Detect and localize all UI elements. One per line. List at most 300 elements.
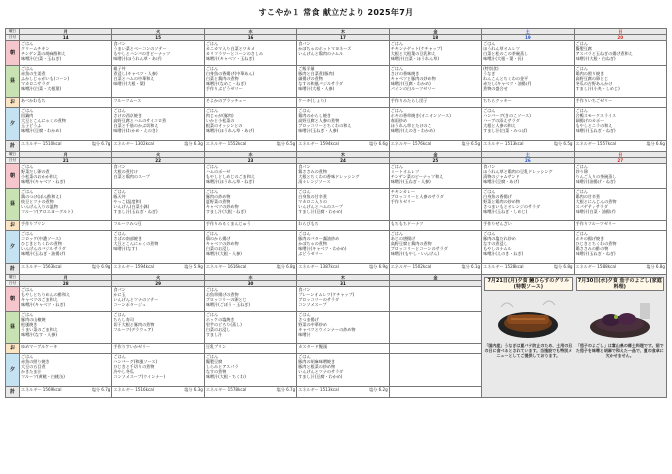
meal-row-oyatsu (6, 98, 667, 108)
row-label-hiru: 昼 (6, 312, 20, 344)
salt-value: 塩分 6.5g (276, 141, 296, 146)
nutrition-cell (389, 141, 481, 152)
menu-item: ブロッコリーと人参のサラダ (390, 194, 444, 199)
menu-cell (297, 344, 389, 354)
menu-item: 白菜と鶏肉の煮物 (205, 76, 239, 81)
menu-item: ごはん (483, 108, 496, 113)
menu-item: ちらし寿司 (113, 317, 134, 322)
menu-table (5, 28, 667, 398)
energy-value: エネルギー 1576kcal (390, 141, 432, 146)
menu-item: ごはん (205, 108, 219, 113)
menu-item: 白身魚の香揚げ (483, 194, 512, 199)
weekday-cell: 金 (389, 275, 481, 281)
menu-item: ハーブの添えサラダ (483, 118, 520, 123)
row-label-small: 日付 (6, 158, 20, 164)
menu-item: 豚肉のバター醤油炒め (298, 236, 340, 241)
menu-item: さばの南部焼き (113, 236, 143, 241)
date-cell: 22 (112, 158, 204, 164)
menu-item: 高野豆腐とハムのサイコロ煮 (113, 118, 167, 123)
menu-cell (112, 189, 204, 221)
salt-value: 塩分 6.7g (91, 141, 111, 146)
date-cell: 17 (297, 35, 389, 41)
salt-value: 塩分 6.2g (369, 387, 388, 392)
nutrition-cell (20, 387, 112, 398)
menu-item: もやしとハンバの甘ピーナッツ (113, 51, 171, 56)
nutrition-values (576, 264, 665, 269)
menu-item: りんご入りの茶碗蒸し (575, 174, 617, 179)
menu-item: 春雨炒め (390, 118, 408, 123)
menu-cell (482, 108, 574, 141)
meal-row-yu (6, 231, 667, 264)
menu-item: かきたま汁 (21, 369, 42, 374)
salt-value: 塩分 6.5g (553, 141, 573, 146)
date-cell: 19 (482, 35, 574, 41)
menu-item: 細揚げの煮物 (298, 76, 323, 81)
menu-item: ごはん (113, 231, 126, 236)
menu-item: 大豆とこんにゃくの煮物 (113, 241, 159, 246)
energy-value: エネルギー 1563kcal (21, 264, 62, 269)
menu-item: 味噌汁(キャベツ・わかめ) (298, 246, 347, 251)
menu-cell (389, 189, 481, 221)
row-label-oyatsu: お (6, 344, 20, 354)
row-label-small: 曜日 (6, 152, 20, 158)
menu-item: 清物のジャムサンド (483, 174, 520, 179)
row-label-hiru: 昼 (6, 189, 20, 221)
menu-cell (20, 41, 112, 66)
menu-item: 白菜とハムの中華和え (113, 76, 155, 81)
nutrition-cell (112, 264, 204, 275)
menu-item: ごはん (298, 189, 311, 194)
salt-value: 塩分 6.8g (276, 264, 296, 269)
menu-item: 味噌汁(ほうれん草・あげ) (113, 56, 162, 61)
weekday-cell: 日 (574, 29, 666, 35)
menu-cell (112, 344, 204, 354)
date-cell: 21 (20, 158, 112, 164)
menu-item: 味噌汁(キャベツ・ねぎ) (21, 179, 66, 184)
energy-value: エネルギー 1528kcal (483, 264, 524, 269)
salt-value: 塩分 6.3g (184, 387, 203, 392)
menu-item: 味噌汁(なす・人参) (21, 332, 57, 337)
salt-value: 塩分 6.9g (369, 264, 388, 269)
meal-row-oyatsu (6, 221, 667, 231)
nutrition-values (113, 387, 202, 392)
menu-item: うまい菜とベーコンのソテー (113, 46, 167, 51)
menu-item: 松風焼き (21, 322, 38, 327)
menu-cell (389, 41, 481, 66)
menu-item: ほうれん草オムレツ (483, 46, 520, 51)
menu-item: あじの唐揚げ (390, 236, 416, 241)
menu-item: ブロッコリーとちくわの和え (298, 123, 352, 128)
menu-item: そよかのブラッチェー (205, 98, 247, 103)
menu-cell (112, 98, 204, 108)
menu-item: ごはん (205, 66, 219, 71)
menu-item: いんげんと鶏肉のナムル (298, 51, 344, 56)
menu-cell (389, 108, 481, 141)
nutrition-cell (574, 264, 666, 275)
menu-item: 冷やし冬瓜 (113, 369, 134, 374)
menu-item: ひじきとちくわの煮物 (21, 241, 62, 246)
menu-item: 食パン (113, 164, 126, 169)
date-cell: 20 (574, 35, 666, 41)
weekday-cell: 金 (389, 152, 481, 158)
nutrition-cell (482, 141, 574, 152)
nutrition-values (483, 264, 572, 269)
menu-item: ごはん (205, 41, 219, 46)
nutrition-cell (20, 141, 112, 152)
menu-item: すまし汁(小麦・しめじ) (575, 86, 620, 91)
menu-item: カスタード饅頭 (298, 344, 327, 349)
row-label-hiru: 昼 (6, 66, 20, 98)
special-card-title: 7月21日(月)夕食 鰻ひらすのグリル(特製ソース) (484, 277, 572, 291)
salt-value: 塩分 6.7g (91, 387, 111, 392)
nutrition-cell (204, 387, 296, 398)
menu-item: 味噌汁(大根・ちくわ) (205, 374, 246, 379)
menu-item: 味噌汁 (298, 332, 311, 337)
nutrition-values (206, 264, 295, 269)
menu-cell (574, 221, 666, 231)
energy-value: エネルギー 1557kcal (575, 141, 616, 146)
menu-item: チキンカレー (390, 189, 416, 194)
menu-item: フルーツみつ豆 (113, 221, 142, 226)
menu-cell (482, 231, 574, 264)
menu-item: 赤魚の照り焼き (21, 359, 50, 364)
menu-cell (112, 354, 204, 387)
date-cell: 16 (204, 35, 296, 41)
menu-item: 里芋のどろり(蒸し) (205, 322, 242, 327)
date-cell: 26 (482, 158, 574, 164)
nutrition-values (206, 141, 295, 146)
menu-item: 高野豆腐の卵とじ (575, 76, 609, 81)
energy-value: エネルギー 1552kcal (205, 141, 247, 146)
menu-item: 根菜のオッシンとの (205, 123, 243, 128)
menu-item: 味噌汁(白菜・油揚げ) (575, 209, 616, 214)
nutrition-cell (389, 264, 481, 275)
nutrition-cell (482, 264, 574, 275)
menu-item: キャベツと豚肉の炒め物 (390, 76, 436, 81)
menu-item: 回鍋肉 (21, 113, 34, 118)
menu-item: 味噌汁(なす) (113, 246, 138, 251)
menu-cell (20, 164, 112, 189)
menu-item: すまし汁(豆腐・わかめ) (298, 374, 343, 379)
menu-item: もやしとしめじのごま和え (205, 174, 255, 179)
menu-cell (482, 221, 574, 231)
menu-item: 手作りすいかゼリー (113, 344, 151, 349)
meal-row-yu (6, 108, 667, 141)
menu-item: カリフラワーとコーンのさしみ (205, 51, 264, 56)
weekday-cell: 水 (204, 152, 296, 158)
menu-cell (297, 41, 389, 66)
menu-item: 味噌汁(豆腐・あげ) (483, 179, 520, 184)
menu-item: ハンバーグ(きのこソース) (483, 113, 531, 118)
menu-cell (204, 98, 296, 108)
row-label-asa: 朝 (6, 287, 20, 312)
menu-item: 味噌汁(なめこ・ねぎ) (205, 81, 246, 86)
menu-cell (204, 189, 296, 221)
row-label-yu: 夕 (6, 231, 20, 264)
menu-item: ごはん (205, 164, 219, 169)
menu-item: キャベツの炒め物 (205, 241, 239, 246)
menu-item: ごはん (575, 66, 588, 71)
menu-item: 味噌汁(キャベツ・ねぎ) (21, 302, 66, 307)
menu-item: ごはん (390, 41, 403, 46)
nutrition-row (6, 141, 667, 152)
menu-item: ごはん (575, 189, 588, 194)
menu-item: すまし汁(玉ねぎ・ねぎ) (113, 209, 158, 214)
menu-cell (574, 231, 666, 264)
eggplant-dish-image (585, 293, 655, 341)
weekday-cell: 月 (20, 275, 112, 281)
nutrition-cell (389, 387, 481, 398)
menu-item: さけの西京焼き (113, 113, 143, 118)
menu-item: ぶどうゼリー (298, 251, 323, 256)
special-card (484, 277, 572, 358)
menu-cell (297, 354, 389, 387)
menu-cell (20, 189, 112, 221)
menu-item: 味噌汁(豆腐・わかめ) (390, 81, 431, 86)
meal-row-asa (6, 164, 667, 189)
menu-cell (297, 189, 389, 221)
menu-item: 大根と人参の和え (483, 123, 516, 128)
weekday-cell: 月 (20, 152, 112, 158)
weekday-cell: 木 (297, 275, 389, 281)
menu-item: 赤魚の生姜煮 (21, 71, 46, 76)
menu-item: 玉子どうふ (21, 123, 42, 128)
menu-cell (112, 66, 204, 98)
menu-item: 味噌汁(わかめ・えのき) (113, 128, 158, 133)
menu-item: ちちらクッキー (483, 98, 512, 103)
menu-cell (20, 66, 112, 98)
menu-item: 味噌汁(大根・人参) (298, 86, 335, 91)
menu-cell (482, 189, 574, 221)
salt-value: 塩分 6.1g (461, 264, 481, 269)
menu-item: フルーツ(デラウェア) (113, 327, 153, 332)
menu-item: 白菜と松のこの茶碗蒸し (483, 51, 529, 56)
menu-item: ごはん (575, 164, 588, 169)
menu-item: いんげん入りの温物 (21, 204, 58, 209)
menu-item: 味噌汁(えのき・ねぎ) (483, 251, 524, 256)
menu-item: 食パン (298, 41, 311, 46)
menu-item: アスパラと玉ねぎの揚げ煮和え (575, 51, 633, 56)
salt-value: 塩分 6.8g (553, 264, 573, 269)
row-label-oyatsu: お (6, 221, 20, 231)
menu-item: 手作りフルーツゼリー (575, 221, 617, 226)
menu-item: ごはん (390, 66, 403, 71)
nutrition-cell (297, 387, 389, 398)
menu-cell (389, 221, 481, 231)
menu-item: 鶏ささみの煮物 (298, 169, 327, 174)
menu-item: スパゲティサラダ (575, 204, 608, 209)
menu-item: 親子丼 (113, 66, 126, 71)
salt-value: 塩分 6.3g (184, 141, 203, 146)
menu-item: 味噌汁(もやし・いんげん) (390, 251, 439, 256)
menu-item: さつま揚げ (298, 317, 319, 322)
menu-item: キャベツとウインナーの炒め物 (298, 327, 356, 332)
menu-item: ごはん (21, 66, 34, 71)
menu-item: ごはん (113, 312, 126, 317)
menu-item: うなぎ (483, 71, 496, 76)
date-cell: 24 (297, 158, 389, 164)
menu-item: もちもちドーナツ (390, 221, 424, 226)
menu-cell (112, 41, 204, 66)
date-cell: 18 (389, 35, 481, 41)
row-label-asa: 朝 (6, 164, 20, 189)
menu-item: ごはん (390, 231, 403, 236)
menu-item: 清々レンジソース (298, 179, 331, 184)
menu-item: ミートオムレツ (390, 169, 420, 174)
menu-cell (297, 287, 389, 312)
row-label-small: 日付 (6, 281, 20, 287)
weekday-cell: 金 (389, 29, 481, 35)
menu-item: キャベツのごま和え (21, 297, 58, 302)
menu-item: すまし汁(白菜・みつば) (483, 128, 528, 133)
menu-item: 鶏肉のからし焼き (298, 113, 332, 118)
menu-item: ごはん (21, 41, 34, 46)
menu-item: ごはん (483, 41, 496, 46)
menu-item: ひじきと千切りの煮物 (113, 364, 155, 369)
weekday-cell: 月 (20, 29, 112, 35)
meal-row-asa (6, 41, 667, 66)
menu-cell (574, 41, 666, 66)
nutrition-cell (20, 264, 112, 275)
menu-item: 切干大根と豚肉の煮物 (113, 322, 155, 327)
menu-cell (297, 312, 389, 344)
salt-value: 塩分 6.9g (91, 264, 111, 269)
menu-item: ほうれん草と鶏肉の豆乳ドレッシング (483, 169, 553, 174)
menu-cell (20, 221, 112, 231)
menu-item: 豚肉と白菜煮(豚肉) (298, 71, 335, 76)
energy-value: エネルギー 1302kcal (113, 141, 154, 146)
menu-item: 赤だし(キャベツ・油揚げ) (483, 81, 532, 86)
menu-item: すまし汁 (205, 332, 223, 337)
special-feature-area (482, 275, 667, 398)
menu-item: 煮浸し(キャベツ・人参) (113, 71, 158, 76)
row-label-oyatsu: お (6, 98, 20, 108)
menu-item: ごはん (205, 287, 219, 292)
menu-cell (482, 164, 574, 189)
date-cell: 23 (204, 158, 296, 164)
menu-cell (204, 164, 296, 189)
menu-cell (20, 312, 112, 344)
menu-item: ごはん (21, 354, 34, 359)
menu-cell (389, 344, 481, 354)
date-cell: 28 (20, 281, 112, 287)
menu-item: ごはん (21, 231, 34, 236)
menu-item: 炒り卵 (575, 169, 588, 174)
menu-item: 味噌汁(玉ねぎ・ねぎ) (575, 128, 616, 133)
menu-item: 手作りぜんざい (483, 221, 512, 226)
menu-item: 鶏肉の甘辛煮 (575, 194, 601, 199)
weekday-cell: 木 (297, 29, 389, 35)
menu-item: 食パン (298, 287, 311, 292)
menu-cell (297, 231, 389, 264)
energy-value: エネルギー 1387kcal (298, 264, 339, 269)
energy-value: エネルギー 1594kcal (113, 264, 154, 269)
menu-item: 味噌汁(大根・人参) (205, 251, 242, 256)
menu-item: 白身魚の香揚げ(中華あん) (205, 71, 255, 76)
menu-cell (574, 164, 666, 189)
nutrition-cell (297, 264, 389, 275)
salt-value: 塩分 6.7g (276, 387, 296, 392)
menu-item: ごはん (205, 354, 219, 359)
menu-item: 肉じゃが(豚肉) (205, 113, 234, 118)
menu-item: ごはん (21, 287, 34, 292)
menu-item: 味噌汁(玉ねぎ・しめじ) (483, 209, 528, 214)
menu-item: ごはん (205, 312, 219, 317)
menu-item: ごはん (575, 231, 588, 236)
menu-item: ごはん (483, 189, 496, 194)
menu-item: ごはん (298, 354, 311, 359)
weekday-cell: 木 (297, 152, 389, 158)
menu-item: 野菜と鶏肉の炒め物 (483, 199, 520, 204)
menu-item: ひじきとちくわの煮物 (575, 241, 617, 246)
menu-item: ごはん (113, 108, 126, 113)
row-label-small: 曜日 (6, 275, 20, 281)
menu-item: ごはん (575, 108, 588, 113)
menu-item: 手作りぶどうゼリー (205, 86, 243, 91)
menu-cell (20, 108, 112, 141)
menu-item: ご飯半量 (298, 66, 315, 71)
menu-item: 細揚げのカポー (575, 118, 605, 123)
menu-cell (389, 312, 481, 344)
menu-item: ごはん (205, 189, 219, 194)
menu-item: 味噌汁(白菜・玉ねぎ) (21, 56, 62, 61)
menu-item: ホキの香草焼き(オニオンソース) (390, 113, 451, 118)
menu-item: (特別食) (483, 66, 499, 71)
menu-cell (20, 344, 112, 354)
menu-item: ごはん (21, 108, 34, 113)
menu-cell (389, 164, 481, 189)
date-cell: 14 (20, 35, 112, 41)
nutrition-values (21, 387, 110, 392)
menu-cell (482, 98, 574, 108)
menu-item: 大根の煮付け (113, 169, 138, 174)
special-card (576, 277, 664, 358)
menu-item: 豚肉の炒め物 (205, 194, 231, 199)
row-label-kei: 計 (6, 264, 20, 275)
menu-item: 白菜と千筋のかぶ切和え (113, 123, 159, 128)
nutrition-values (298, 387, 387, 392)
menu-item: 大根とちくわの香味ドレッシング (298, 174, 360, 179)
weekday-cell: 日 (574, 152, 666, 158)
menu-item: もやしとニラの和え (575, 123, 613, 128)
menu-item: 白菜のお浸し (205, 327, 231, 332)
nutrition-cell (112, 387, 204, 398)
energy-value: エネルギー 1513kcal (298, 387, 339, 392)
menu-item: 鶏ささみの酢の物 (575, 246, 609, 251)
menu-item: ごはん (483, 231, 496, 236)
energy-value: エネルギー 1588kcal (575, 264, 616, 269)
weekday-cell: 水 (204, 275, 296, 281)
menu-item: すまし汁(豆腐・わかめ) (298, 209, 343, 214)
menu-item: 煮物の盛合せ (483, 86, 508, 91)
nutrition-values (483, 141, 572, 146)
menu-cell (112, 221, 204, 231)
weekday-cell: 火 (112, 152, 204, 158)
menu-item: 食パン (113, 41, 126, 46)
menu-item: ハムのポーゼ (205, 169, 231, 174)
menu-item: お魚草揚げの煮物 (205, 292, 239, 297)
nutrition-cell (204, 141, 296, 152)
menu-item: 合鴨スモークスライス (575, 113, 617, 118)
weekday-cell: 火 (112, 29, 204, 35)
date-cell: 15 (112, 35, 204, 41)
weekday-cell: 火 (112, 275, 204, 281)
menu-item: 豚肉の胡麻味噌焼き (298, 359, 336, 364)
menu-cell (112, 164, 204, 189)
energy-value: エネルギー 1569kcal (21, 387, 62, 392)
menu-item: 豚肉の塩だれ炒め (483, 236, 516, 241)
menu-item: 擬製豆腐 (575, 46, 592, 51)
